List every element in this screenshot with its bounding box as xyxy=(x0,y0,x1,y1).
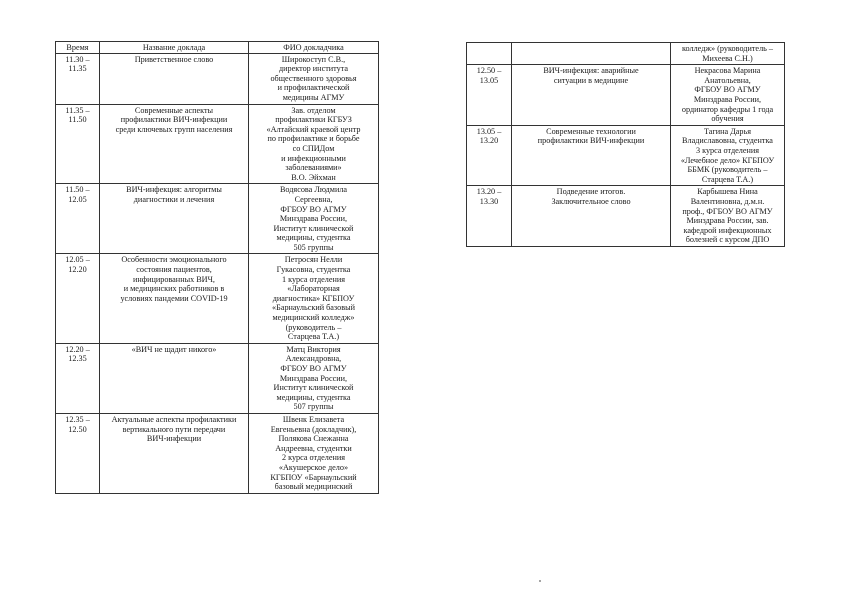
table-row xyxy=(56,53,379,104)
table-row xyxy=(56,413,379,493)
table-row xyxy=(467,43,785,65)
schedule-table-right xyxy=(466,42,785,247)
speaker-cell: Петросян Нелли Гукасовна, студентка 1 курса отделения «Лабораторная диагностика» КГБПОУ «Барнаульский базовый медицинский колледж» (руководитель – Старцева Т.А.) xyxy=(249,254,379,343)
time-cell: 12.20 – 12.35 xyxy=(56,343,100,413)
table-row xyxy=(56,184,379,254)
time-cell: 13.20 – 13.30 xyxy=(467,186,512,247)
speaker-cell: Широкоступ С.В., директор института общественного здоровья и профилактической медицины АГМУ xyxy=(249,53,379,104)
header-title: Название доклада xyxy=(100,42,249,54)
table-row xyxy=(56,254,379,343)
header-time: Время xyxy=(56,42,100,54)
title-cell: Современные технологии профилактики ВИЧ-инфекции xyxy=(512,125,671,186)
title-cell: Подведение итогов. Заключительное слово xyxy=(512,186,671,247)
time-cell: 12.35 – 12.50 xyxy=(56,413,100,493)
table-row xyxy=(467,125,785,186)
time-cell: 12.50 – 13.05 xyxy=(467,65,512,126)
table-row xyxy=(56,104,379,184)
header-speaker: ФИО докладчика xyxy=(249,42,379,54)
time-cell: 11.50 – 12.05 xyxy=(56,184,100,254)
title-cell: ВИЧ-инфекция: алгоритмы диагностики и лечения xyxy=(100,184,249,254)
time-cell: 11.30 – 11.35 xyxy=(56,53,100,104)
time-cell: 12.05 – 12.20 xyxy=(56,254,100,343)
speaker-cell: Зав. отделом профилактики КГБУЗ «Алтайский краевой центр по профилактике и борьбе со СПИДом и инфекционными заболеваниями» В.О. Эйхман xyxy=(249,104,379,184)
title-cell: «ВИЧ не щадит никого» xyxy=(100,343,249,413)
title-cell: Современные аспекты профилактики ВИЧ-инфекции среди ключевых групп населения xyxy=(100,104,249,184)
title-cell: Особенности эмоционального состояния пациентов, инфицированных ВИЧ, и медицинских работников в условиях пандемии COVID-19 xyxy=(100,254,249,343)
speaker-cell: Карбышева Нина Валентиновна, д.м.н. проф., ФГБОУ ВО АГМУ Минздрава России, зав. кафедрой инфекционных болезней с курсом ДПО xyxy=(671,186,785,247)
table-row xyxy=(56,343,379,413)
table-row xyxy=(467,186,785,247)
table-header-row xyxy=(56,42,379,54)
scan-speck xyxy=(539,580,541,582)
title-cell: Приветственное слово xyxy=(100,53,249,104)
title-cell xyxy=(512,43,671,65)
time-cell xyxy=(467,43,512,65)
speaker-cell: колледж» (руководитель – Михеева С.Н.) xyxy=(671,43,785,65)
schedule-table-left xyxy=(55,41,379,494)
title-cell: Актуальные аспекты профилактики вертикального пути передачи ВИЧ-инфекции xyxy=(100,413,249,493)
time-cell: 13.05 – 13.20 xyxy=(467,125,512,186)
title-cell: ВИЧ-инфекция: аварийные ситуации в медицине xyxy=(512,65,671,126)
speaker-cell: Водясова Людмила Сергеевна, ФГБОУ ВО АГМУ Минздрава России, Институт клинической медицины, студентка 505 группы xyxy=(249,184,379,254)
speaker-cell: Швенк Елизавета Евгеньевна (докладчик), Полякова Снежанна Андреевна, студентки 2 курса отделения «Акушерское дело» КГБПОУ «Барнаульский базовый медицинский xyxy=(249,413,379,493)
speaker-cell: Матц Виктория Александровна, ФГБОУ ВО АГМУ Минздрава России, Институт клинической медицины, студентка 507 группы xyxy=(249,343,379,413)
time-cell: 11.35 – 11.50 xyxy=(56,104,100,184)
speaker-cell: Тагина Дарья Владиславовна, студентка 3 курса отделения «Лечебное дело» КГБПОУ ББМК (руководитель – Старцева Т.А.) xyxy=(671,125,785,186)
speaker-cell: Некрасова Марина Анатольевна, ФГБОУ ВО АГМУ Минздрава России, ординатор кафедры 1 года обучения xyxy=(671,65,785,126)
table-row xyxy=(467,65,785,126)
